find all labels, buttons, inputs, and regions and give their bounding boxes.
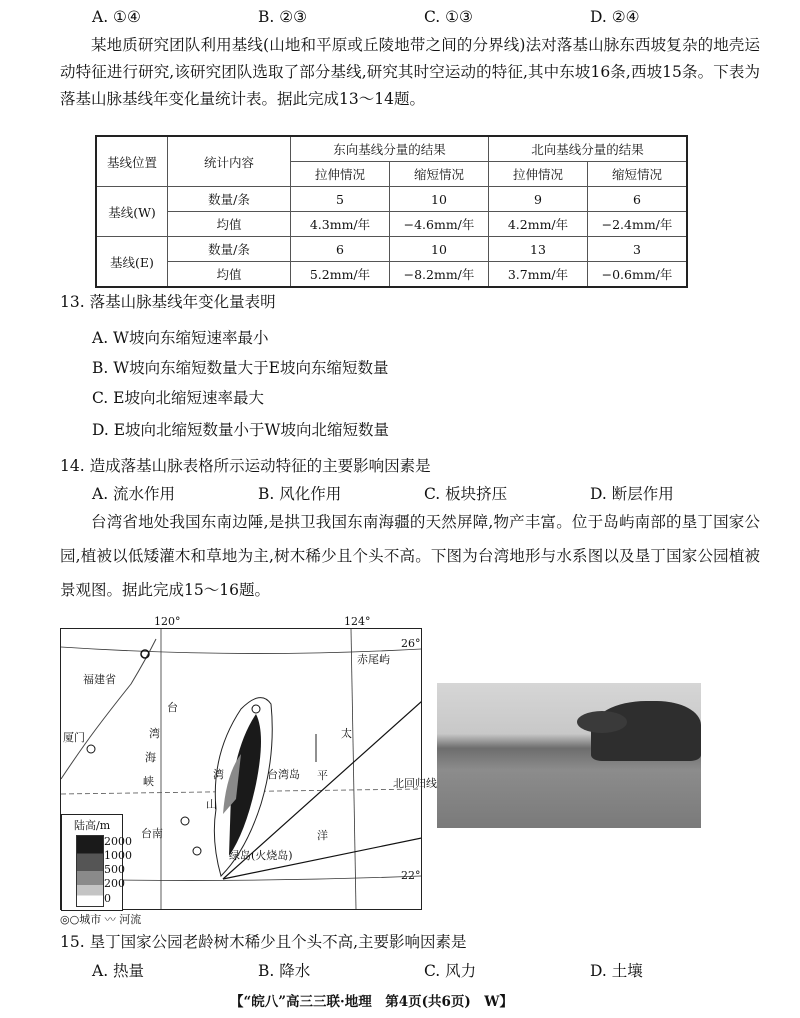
table-row [96, 212, 687, 237]
table-row [96, 262, 687, 288]
place-label: 福建省 [83, 673, 116, 686]
cell: 10 [390, 237, 489, 262]
legend-value: 0 [104, 892, 111, 905]
place-label: 厦门 [63, 731, 85, 744]
q14-options [0, 482, 800, 504]
cell: 13 [489, 237, 588, 262]
prev-question-options [0, 8, 800, 30]
header-position: 基线位置 [96, 136, 168, 187]
tropic-label: 北回归线 [393, 777, 437, 790]
q15-stem: 15. 垦丁国家公园老龄树木稀少且个头不高,主要影响因素是 [60, 933, 467, 951]
cell: 5.2mm/年 [291, 262, 390, 288]
legend-value: 200 [104, 877, 125, 890]
cell: 4.3mm/年 [291, 212, 390, 237]
intro-paragraph-13-14: 某地质研究团队利用基线(山地和平原或丘陵地带之间的分界线)法对落基山脉东西坡复杂的地壳运动特征进行研究,该研究团队选取了部分基线,研究其时空运动的特征,其中东坡16条,西坡15条。下表为落基山脉基线年变化量统计表。据此完成13～14题。 [60, 36, 760, 108]
option-c: C. ①③ [424, 8, 473, 26]
cell: 3 [588, 237, 688, 262]
option-c: C. 风力 [424, 962, 477, 980]
cell: 数量/条 [168, 237, 291, 262]
table-row [96, 237, 687, 262]
cell: 均值 [168, 212, 291, 237]
option-a: A. ①④ [92, 8, 141, 26]
header-east: 东向基线分量的结果 [291, 136, 489, 162]
place-label: 绿岛(火烧岛) [229, 849, 293, 862]
legend-value: 1000 [104, 849, 132, 862]
table-row [96, 187, 687, 212]
strait-label: 湾 [149, 727, 160, 740]
q13-option-b: B. W坡向东缩短数量大于E坡向东缩短数量 [92, 359, 389, 377]
cell: 3.7mm/年 [489, 262, 588, 288]
legend-swatches [76, 835, 104, 907]
cell: 10 [390, 187, 489, 212]
q15-options [0, 959, 800, 981]
strait-label: 台 [167, 701, 178, 714]
option-b: B. ②③ [258, 8, 308, 26]
mountain-label: 山 [206, 798, 217, 811]
tree [577, 711, 627, 733]
legend-value: 500 [104, 863, 125, 876]
cell: −0.6mm/年 [588, 262, 688, 288]
cell: 均值 [168, 262, 291, 288]
legend-value: 2000 [104, 835, 132, 848]
cell: −8.2mm/年 [390, 262, 489, 288]
q13-option-c: C. E坡向北缩短速率最大 [92, 389, 264, 407]
row-label: 基线(E) [96, 237, 168, 288]
cell: −2.4mm/年 [588, 212, 688, 237]
sub-header: 拉伸情况 [291, 162, 390, 187]
row-label: 基线(W) [96, 187, 168, 237]
option-a: A. 热量 [92, 962, 145, 980]
cell: −4.6mm/年 [390, 212, 489, 237]
ocean-label: 洋 [317, 829, 328, 842]
mountain-label: 湾 [213, 768, 224, 781]
kenting-vegetation-photo [437, 683, 701, 828]
q13-option-a: A. W坡向东缩短速率最小 [92, 329, 269, 347]
cell: 4.2mm/年 [489, 212, 588, 237]
sub-header: 缩短情况 [390, 162, 489, 187]
strait-label: 海 [145, 751, 156, 764]
option-b: B. 降水 [258, 962, 311, 980]
option-d: D. 断层作用 [590, 485, 674, 503]
ocean-label: 平 [317, 769, 328, 782]
cell: 9 [489, 187, 588, 212]
q13-stem: 13. 落基山脉基线年变化量表明 [60, 293, 276, 311]
elevation-legend [61, 814, 132, 911]
q13-option-d: D. E坡向北缩短数量小于W坡向北缩短数量 [92, 421, 389, 439]
intro-paragraph-15-16: 台湾省地处我国东南边陲,是拱卫我国东南海疆的天然屏障,物产丰富。位于岛屿南部的垦丁国家公园,植被以低矮灌木和草地为主,树木稀少且个头不高。下图为台湾地形与水系图以及垦丁国家公园植被景观图。据此完成15～16题。 [60, 513, 760, 599]
q14-stem: 14. 造成落基山脉表格所示运动特征的主要影响因素是 [60, 457, 431, 475]
cell: 6 [291, 237, 390, 262]
place-label: 台南 [141, 827, 163, 840]
strait-label: 峡 [143, 775, 154, 788]
header-north: 北向基线分量的结果 [489, 136, 688, 162]
option-a: A. 流水作用 [92, 485, 176, 503]
option-d: D. ②④ [590, 8, 640, 26]
baseline-table [95, 135, 688, 288]
option-d: D. 土壤 [590, 962, 643, 980]
cell: 数量/条 [168, 187, 291, 212]
longitude-label: 120° [154, 615, 181, 628]
latitude-label: 22° [401, 869, 421, 882]
option-b: B. 风化作用 [258, 485, 342, 503]
place-label: 台湾岛 [267, 768, 300, 781]
sub-header: 拉伸情况 [489, 162, 588, 187]
latitude-label: 26° [401, 637, 421, 650]
taiwan-terrain-map [60, 615, 437, 910]
header-stat: 统计内容 [168, 136, 291, 187]
page-footer: 【“皖八”高三三联·地理 第4页(共6页) W】 [230, 994, 513, 1010]
legend-title: 陆高/m [74, 819, 111, 832]
ocean-label: 太 [341, 727, 352, 740]
option-c: C. 板块挤压 [424, 485, 508, 503]
cell: 6 [588, 187, 688, 212]
map-key: ◎○城市 〰 河流 [60, 913, 142, 926]
cell: 5 [291, 187, 390, 212]
longitude-label: 124° [344, 615, 371, 628]
mountain-label: 台 [229, 736, 240, 749]
place-label: 赤尾屿 [357, 653, 390, 666]
sub-header: 缩短情况 [588, 162, 688, 187]
